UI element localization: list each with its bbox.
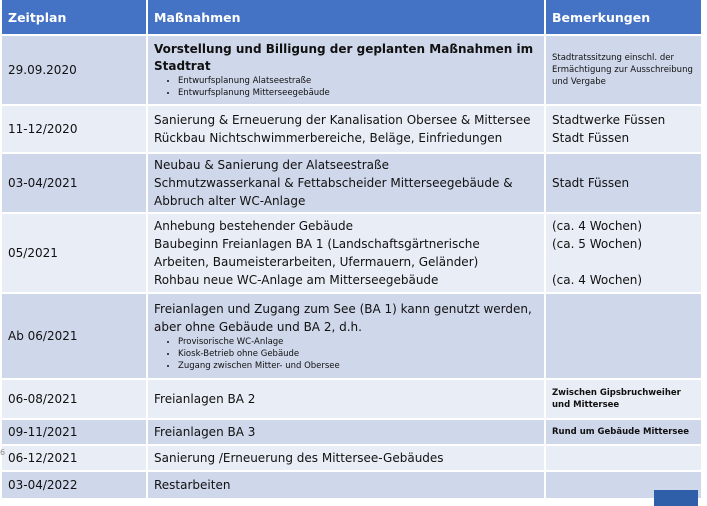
- bullet-item: • Entwurfsplanung Alatseestraße: [178, 75, 538, 87]
- row-date: 06-08/2021: [2, 379, 147, 419]
- note-spacer: [552, 253, 695, 271]
- row-measures: [147, 293, 545, 379]
- header-massnahmen: Maßnahmen: [147, 0, 545, 35]
- bullet-item: • Entwurfsplanung Mitterseegebäude: [178, 87, 538, 99]
- row-line: Arbeiten, Baumeisterarbeiten, Ufermauern, Geländer): [154, 255, 479, 269]
- note-line: (ca. 5 Wochen): [552, 237, 643, 251]
- row-note: [545, 153, 702, 213]
- row-date: 11-12/2020: [2, 105, 147, 153]
- row-measures: [147, 105, 545, 153]
- logo-badge: [654, 490, 698, 506]
- row-measures: Restarbeiten: [147, 471, 545, 499]
- page-number: 6: [0, 448, 6, 457]
- row-measures: [147, 213, 545, 293]
- row-date: 09-11/2021: [2, 419, 147, 445]
- row-date: 03-04/2022: [2, 471, 147, 499]
- bullet-item: • Provisorische WC-Anlage: [178, 336, 538, 348]
- row-line: Freianlagen und Zugang zum See (BA 1) kann genutzt werden,: [154, 302, 532, 316]
- row-line: Rohbau neue WC-Anlage am Mitterseegebäude: [154, 273, 439, 287]
- row-measures: Sanierung /Erneuerung des Mittersee-Gebäudes: [147, 445, 545, 471]
- row-note: Zwischen Gipsbruchweiher und Mittersee: [545, 379, 702, 419]
- row-measures: [147, 153, 545, 213]
- table-row: [2, 471, 702, 499]
- row-note: Stadtratssitzung einschl. der Ermächtigung zur Ausschreibung und Vergabe: [545, 35, 702, 105]
- table-header-row: [2, 0, 702, 35]
- row-measures: Freianlagen BA 2: [147, 379, 545, 419]
- note-line: (ca. 4 Wochen): [552, 273, 643, 287]
- row-line: Baubeginn Freianlagen BA 1 (Landschaftsgärtnerische: [154, 237, 480, 251]
- table-row: [2, 445, 702, 471]
- row-title: Vorstellung und Billigung der geplanten Maßnahmen im Stadtrat: [154, 42, 534, 73]
- bullet-item: • Kiosk-Betrieb ohne Gebäude: [178, 348, 538, 360]
- table-row: [2, 153, 702, 213]
- row-line: Schmutzwasserkanal & Fettabscheider Mitterseegebäude &: [154, 176, 513, 190]
- header-zeitplan: Zeitplan: [2, 0, 147, 35]
- row-line: Abbruch alter WC-Anlage: [154, 194, 306, 208]
- row-date: 06-12/2021: [2, 445, 147, 471]
- header-bemerkungen: Bemerkungen: [545, 0, 702, 35]
- bullet-list: [154, 336, 538, 372]
- table-row: [2, 35, 702, 105]
- row-note: [545, 105, 702, 153]
- row-note: [545, 293, 702, 379]
- row-date: 03-04/2021: [2, 153, 147, 213]
- bullet-list: [154, 75, 538, 99]
- note-line: Stadt Füssen: [552, 131, 630, 145]
- note-line: (ca. 4 Wochen): [552, 219, 643, 233]
- note-line: Stadtwerke Füssen: [552, 113, 666, 127]
- row-note: [545, 213, 702, 293]
- row-date: Ab 06/2021: [2, 293, 147, 379]
- row-line: aber ohne Gebäude und BA 2, d.h.: [154, 320, 362, 334]
- row-date: 29.09.2020: [2, 35, 147, 105]
- note-line: Stadt Füssen: [552, 176, 630, 190]
- schedule-table: [2, 0, 703, 500]
- row-line: Sanierung & Erneuerung der Kanalisation Obersee & Mittersee: [154, 113, 531, 127]
- bullet-item: • Zugang zwischen Mitter- und Obersee: [178, 360, 538, 372]
- row-line: Rückbau Nichtschwimmerbereiche, Beläge, Einfriedungen: [154, 131, 503, 145]
- table-row: [2, 379, 702, 419]
- row-line: Anhebung bestehender Gebäude: [154, 219, 354, 233]
- row-note: Rund um Gebäude Mittersee: [545, 419, 702, 445]
- table-row: [2, 105, 702, 153]
- row-measures: Freianlagen BA 3: [147, 419, 545, 445]
- table-row: [2, 419, 702, 445]
- row-line: Neubau & Sanierung der Alatseestraße: [154, 158, 389, 172]
- row-note: [545, 445, 702, 471]
- row-date: 05/2021: [2, 213, 147, 293]
- row-measures: [147, 35, 545, 105]
- table-row: [2, 213, 702, 293]
- table-row: [2, 293, 702, 379]
